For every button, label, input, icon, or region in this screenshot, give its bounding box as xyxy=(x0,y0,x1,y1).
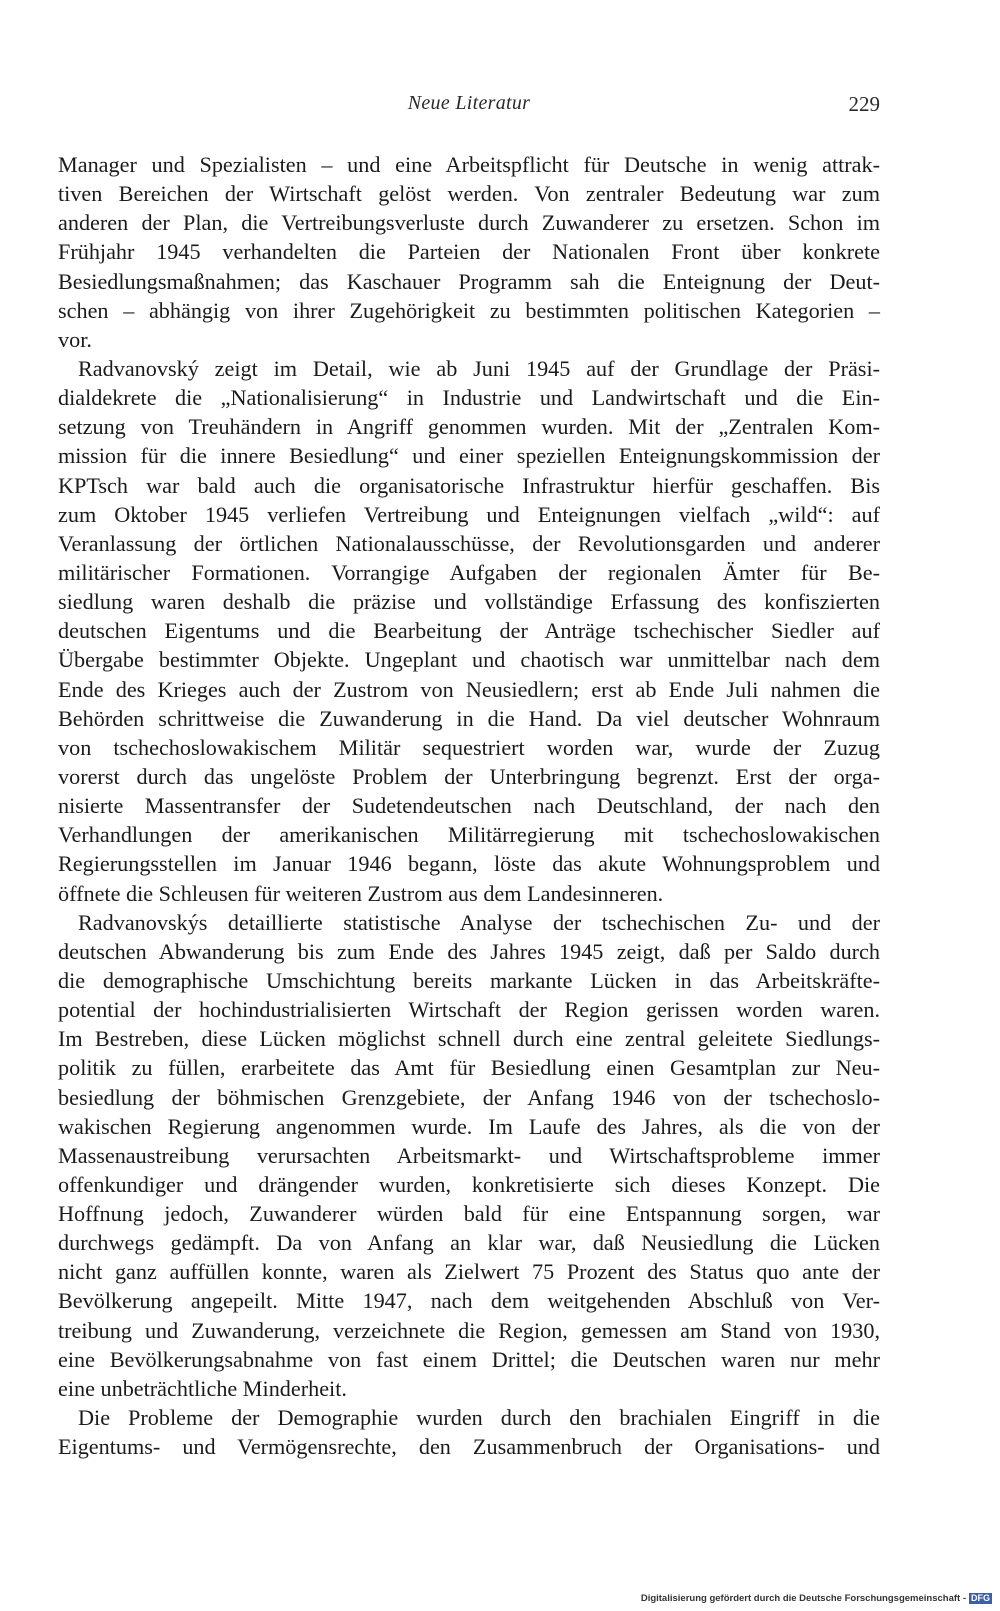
text-line: Die Probleme der Demographie wurden durch den brachialen Eingriff in die xyxy=(78,1405,880,1431)
text-line: Übergabe bestimmter Objekte. Ungeplant und chaotisch war unmittelbar nach dem xyxy=(58,647,880,673)
text-line: KPTsch war bald auch die organisatorische Infrastruktur hierfür geschaffen. Bis xyxy=(58,472,880,498)
text-line: deutschen Abwanderung bis zum Ende des Jahres 1945 zeigt, daß per Saldo durch xyxy=(58,938,880,964)
body-text xyxy=(58,150,880,1461)
text-line: treibung und Zuwanderung, verzeichnete die Region, gemessen am Stand von 1930, xyxy=(58,1317,880,1343)
text-line: vor. xyxy=(58,326,92,352)
text-line: nisierte Massentransfer der Sudetendeutschen nach Deutschland, der nach den xyxy=(58,793,880,819)
text-line: Frühjahr 1945 verhandelten die Parteien der Nationalen Front über konkrete xyxy=(58,239,880,265)
text-line: deutschen Eigentums und die Bearbeitung der Anträge tschechischer Siedler auf xyxy=(58,618,880,644)
text-line: Veranlassung der örtlichen Nationalausschüsse, der Revolutionsgarden und anderer xyxy=(58,530,880,556)
text-line: Radvanovskýs detaillierte statistische Analyse der tschechischen Zu- und der xyxy=(78,909,880,935)
text-line: vorerst durch das ungelöste Problem der Unterbringung begrenzt. Erst der orga- xyxy=(58,763,880,789)
text-line: zum Oktober 1945 verliefen Vertreibung und Enteignungen vielfach „wild“: auf xyxy=(58,501,880,527)
text-line: politik zu füllen, erarbeitete das Amt für Besiedlung einen Gesamtplan zur Neu- xyxy=(58,1055,880,1081)
text-line: von tschechoslowakischem Militär sequestriert worden war, wurde der Zuzug xyxy=(58,734,880,760)
text-line: Eigentums- und Vermögensrechte, den Zusammenbruch der Organisations- und xyxy=(58,1434,880,1460)
text-line: offenkundiger und drängender wurden, konkretisierte sich dieses Konzept. Die xyxy=(58,1171,880,1197)
text-line: Besiedlungsmaßnahmen; das Kaschauer Programm sah die Enteignung der Deut- xyxy=(58,268,880,294)
running-title: Neue Literatur xyxy=(407,92,531,114)
text-line: Behörden schrittweise die Zuwanderung in die Hand. Da viel deutscher Wohnraum xyxy=(58,705,880,731)
text-line: Verhandlungen der amerikanischen Militärregierung mit tschechoslowakischen xyxy=(58,822,880,848)
digitization-footer xyxy=(0,1593,992,1604)
text-line: nicht ganz auffüllen konnte, waren als Zielwert 75 Prozent des Status quo ante der xyxy=(58,1259,880,1285)
text-line: dialdekrete die „Nationalisierung“ in Industrie und Landwirtschaft und die Ein- xyxy=(58,385,880,411)
text-line: öffnete die Schleusen für weiteren Zustrom aus dem Landesinneren. xyxy=(58,880,664,906)
page-number: 229 xyxy=(848,92,880,116)
paragraph xyxy=(58,1403,880,1461)
dfg-logo: DFG xyxy=(971,1593,990,1603)
text-line: Massenaustreibung verursachten Arbeitsmarkt- und Wirtschaftsprobleme immer xyxy=(58,1142,880,1168)
text-line: wakischen Regierung angenommen wurde. Im Laufe des Jahres, als die von der xyxy=(58,1113,880,1139)
text-line: anderen der Plan, die Vertreibungsverluste durch Zuwanderer zu ersetzen. Schon im xyxy=(58,210,880,236)
text-line: Radvanovský zeigt im Detail, wie ab Juni 1945 auf der Grundlage der Präsi- xyxy=(78,355,880,381)
running-header xyxy=(58,92,880,122)
text-line: eine Bevölkerungsabnahme von fast einem Drittel; die Deutschen waren nur mehr xyxy=(58,1346,880,1372)
text-line: mission für die innere Besiedlung“ und einer speziellen Enteignungskommission der xyxy=(58,443,880,469)
text-line: Ende des Krieges auch der Zustrom von Neusiedlern; erst ab Ende Juli nahmen die xyxy=(58,676,880,702)
text-line: eine unbeträchtliche Minderheit. xyxy=(58,1375,347,1401)
text-line: Regierungsstellen im Januar 1946 begann, löste das akute Wohnungsproblem und xyxy=(58,851,880,877)
text-line: die demographische Umschichtung bereits markante Lücken in das Arbeitskräfte- xyxy=(58,967,880,993)
footer-text: Digitalisierung gefördert durch die Deutsche Forschungsgemeinschaft - xyxy=(640,1593,966,1605)
paragraph xyxy=(58,150,880,354)
paragraph xyxy=(58,354,880,908)
text-line: Manager und Spezialisten – und eine Arbeitspflicht für Deutsche in wenig attrak- xyxy=(58,152,880,177)
text-line: tiven Bereichen der Wirtschaft gelöst werden. Von zentraler Bedeutung war zum xyxy=(58,181,880,207)
text-line: setzung von Treuhändern in Angriff genommen wurden. Mit der „Zentralen Kom- xyxy=(58,414,880,440)
text-line: potential der hochindustrialisierten Wirtschaft der Region gerissen worden waren. xyxy=(58,997,880,1023)
text-line: schen – abhängig von ihrer Zugehörigkeit zu bestimmten politischen Kategorien – xyxy=(58,297,880,323)
text-line: siedlung waren deshalb die präzise und vollständige Erfassung des konfiszierten xyxy=(58,589,880,615)
text-line: militärischer Formationen. Vorrangige Aufgaben der regionalen Ämter für Be- xyxy=(58,559,880,585)
paragraph xyxy=(58,908,880,1403)
text-line: Hoffnung jedoch, Zuwanderer würden bald für eine Entspannung sorgen, war xyxy=(58,1201,880,1227)
text-line: Bevölkerung angepeilt. Mitte 1947, nach dem weitgehenden Abschluß von Ver- xyxy=(58,1288,880,1314)
text-line: durchwegs gedämpft. Da von Anfang an klar war, daß Neusiedlung die Lücken xyxy=(58,1230,880,1256)
text-line: Im Bestreben, diese Lücken möglichst schnell durch eine zentral geleitete Siedlungs- xyxy=(58,1026,880,1052)
text-line: besiedlung der böhmischen Grenzgebiete, der Anfang 1946 von der tschechoslo- xyxy=(58,1084,880,1110)
